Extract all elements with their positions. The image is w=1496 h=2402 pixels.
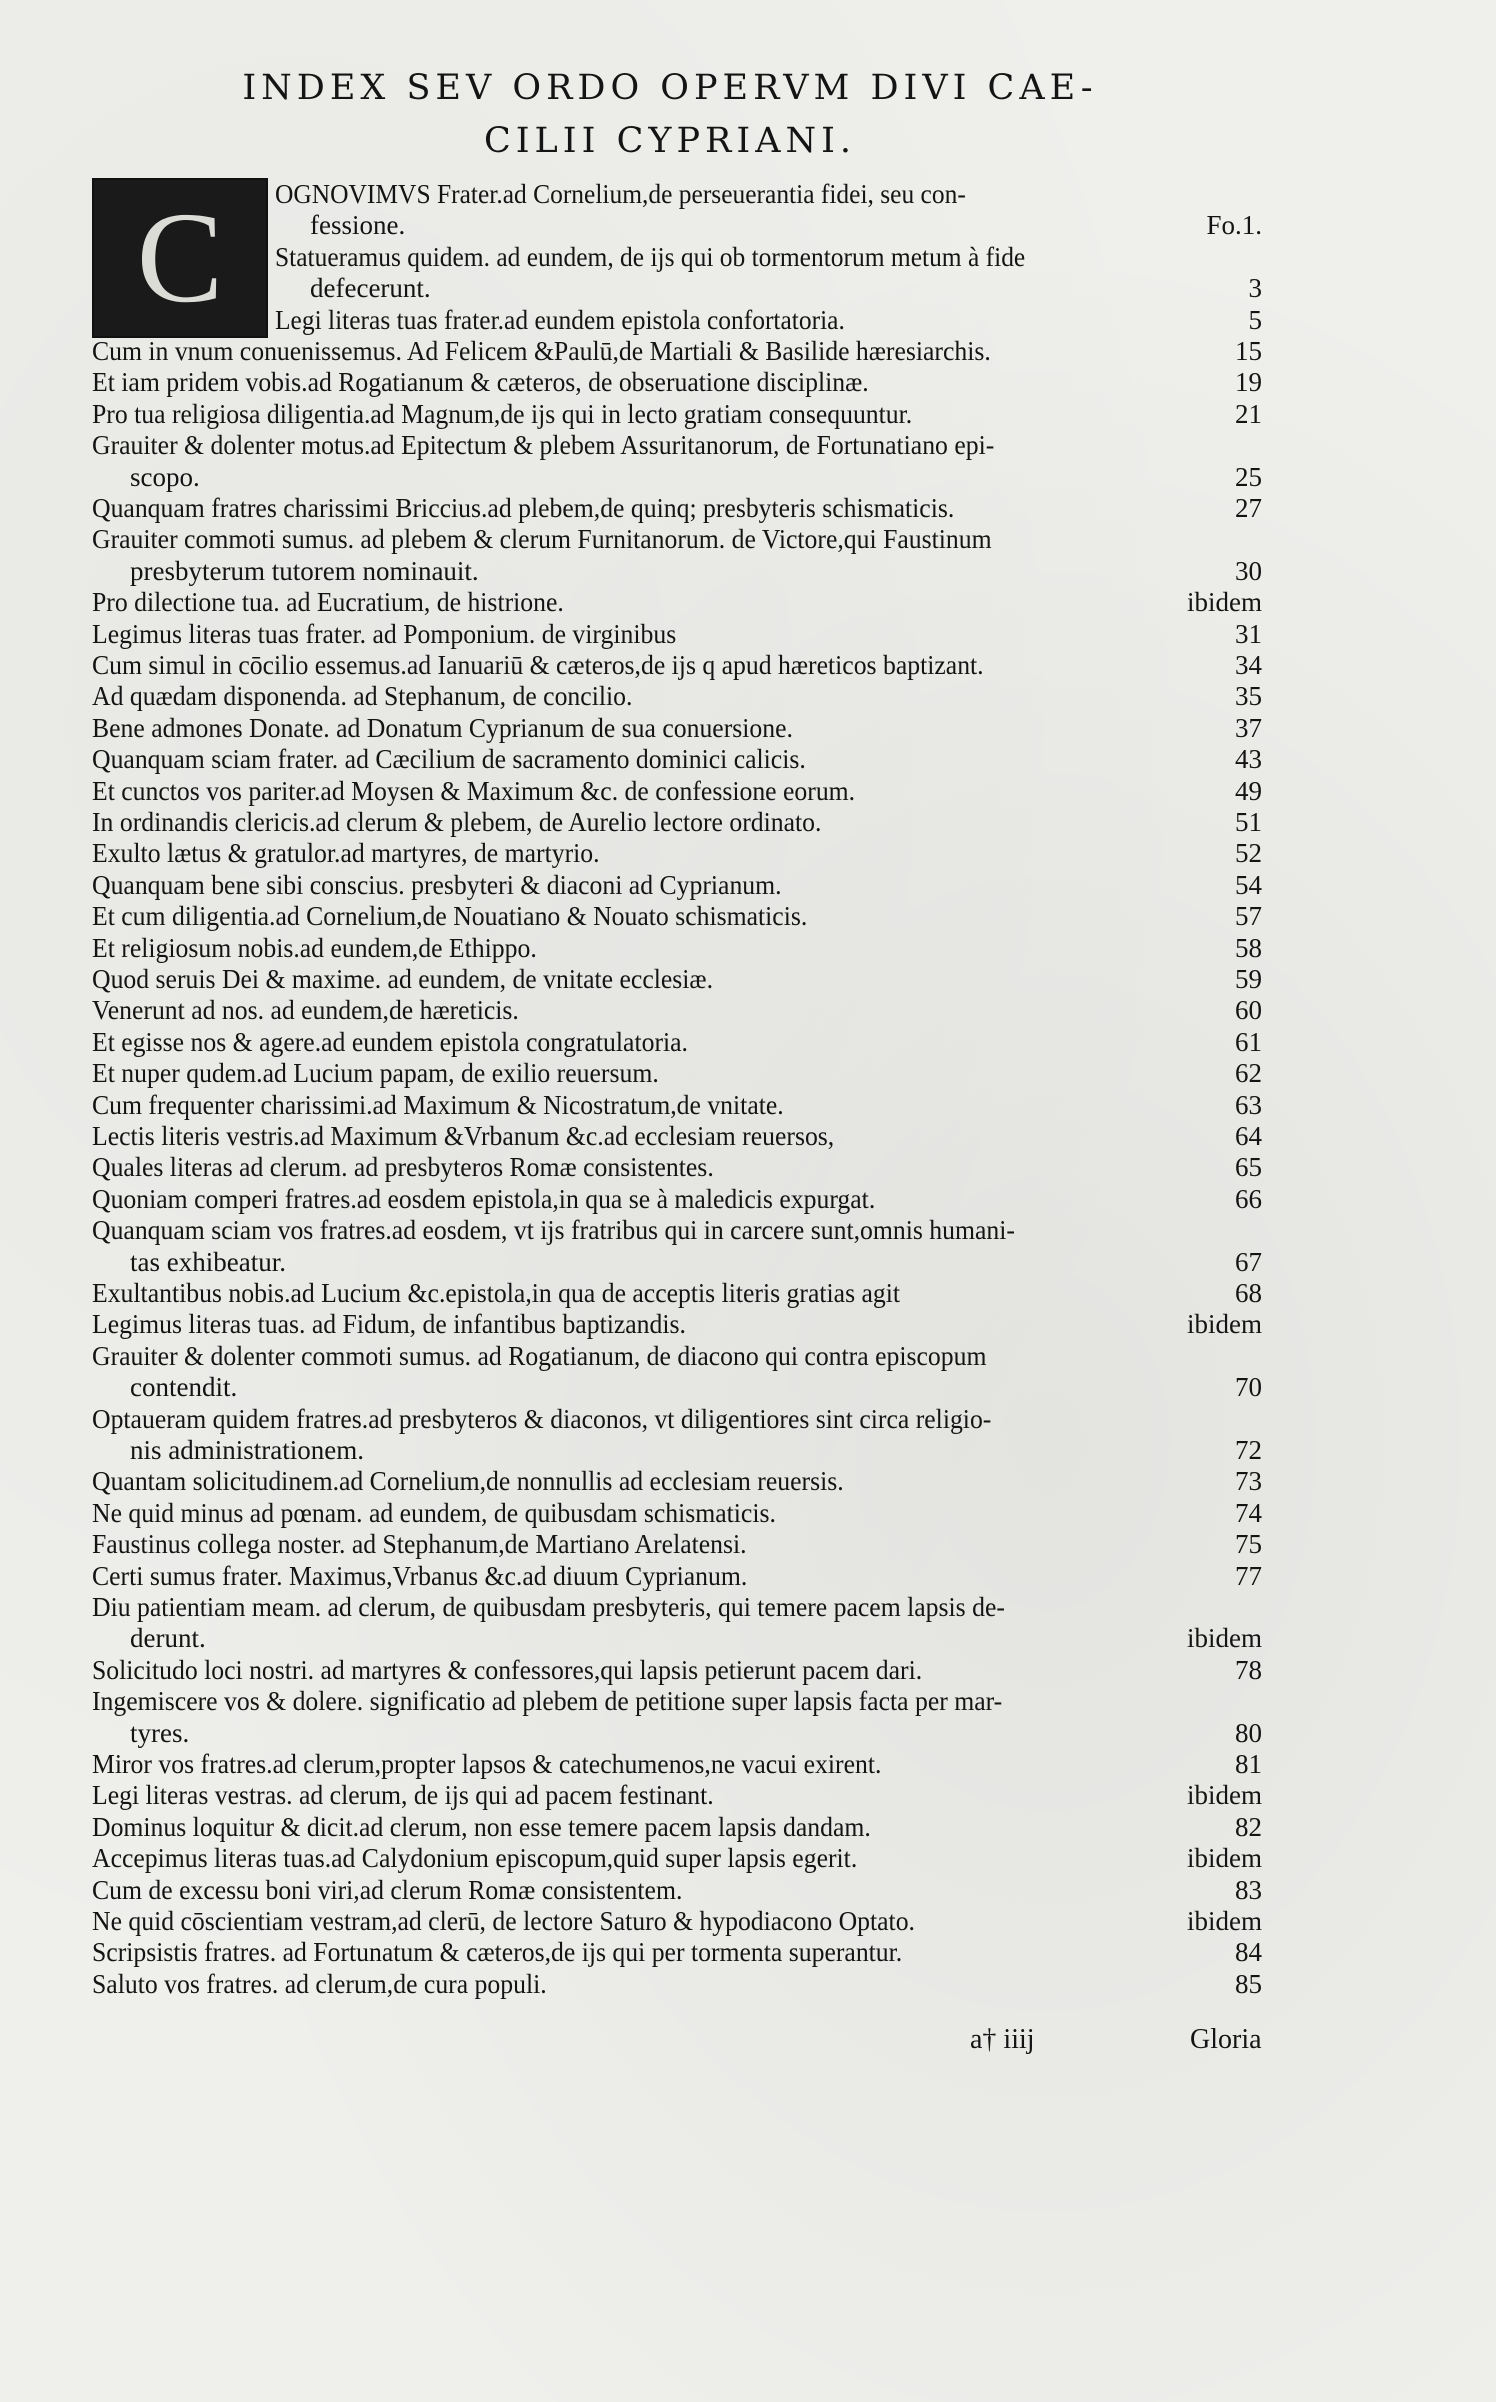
page-number: 35: [1235, 681, 1262, 712]
page-number: 84: [1235, 1937, 1262, 1968]
page-number: 5: [1248, 304, 1262, 335]
index-entry-line: Quanquam sciam frater. ad Cæcilium de sacramento dominici calicis.: [92, 744, 806, 775]
page-number: 66: [1235, 1183, 1262, 1214]
index-entry-line: Legi literas vestras. ad clerum, de ijs qui ad pacem festinant.: [92, 1780, 714, 1811]
index-entry-line: Ad quædam disponenda. ad Stephanum, de concilio.: [92, 681, 633, 712]
index-entry-line: In ordinandis clericis.ad clerum & plebem, de Aurelio lectore ordinato.: [92, 807, 822, 837]
index-entry-line: Ne quid minus ad pœnam. ad eundem, de quibusdam schismaticis.: [92, 1497, 776, 1528]
index-entry-line: Grauiter & dolenter commoti sumus. ad Rogatianum, de diacono qui contra episcopum: [92, 1340, 987, 1371]
page-number: 85: [1235, 1968, 1262, 1999]
page-number: 61: [1235, 1026, 1262, 1057]
page-number: ibidem: [1187, 1309, 1262, 1340]
page-number: ibidem: [1187, 1843, 1262, 1874]
index-entry-line: Legimus literas tuas. ad Fidum, de infantibus baptizandis.: [92, 1309, 686, 1340]
index-entry-line: Quanquam fratres charissimi Briccius.ad plebem,de quinq; presbyteris schismaticis.: [92, 493, 955, 523]
page-number: 80: [1235, 1717, 1262, 1748]
page-number: 64: [1235, 1121, 1262, 1151]
index-entry-line: Quales literas ad clerum. ad presbyteros Romæ consistentes.: [92, 1152, 714, 1183]
index-entry-line: Quanquam sciam vos fratres.ad eosdem, vt ijs fratribus qui in carcere sunt,omnis humani-: [92, 1215, 1015, 1246]
index-entry-line: Legimus literas tuas frater. ad Pomponium. de virginibus: [92, 618, 677, 649]
page-number: ibidem: [1187, 1906, 1262, 1936]
index-entry-line: Quoniam comperi fratres.ad eosdem epistola,in qua se à maledicis expurgat.: [92, 1183, 876, 1214]
index-entry-line: Scripsistis fratres. ad Fortunatum & cæteros,de ijs qui per tormenta superantur.: [92, 1937, 903, 1968]
page-number: 73: [1235, 1466, 1262, 1497]
page-number: 74: [1235, 1497, 1262, 1528]
page-number: 43: [1235, 744, 1262, 775]
page-number: 34: [1235, 650, 1262, 680]
page-number: 31: [1235, 618, 1262, 649]
index-entry-line: Et nuper qudem.ad Lucium papam, de exilio reuersum.: [92, 1058, 659, 1089]
index-entry-continuation: defecerunt.: [310, 273, 431, 304]
index-entry-line: Ne quid cōscientiam vestram,ad clerū, de lectore Saturo & hypodiacono Optato.: [92, 1906, 915, 1936]
index-entry-line: Dominus loquitur & dicit.ad clerum, non esse temere pacem lapsis dandam.: [92, 1811, 871, 1842]
index-entry-continuation: contendit.: [130, 1372, 238, 1403]
page-number: 59: [1235, 964, 1262, 994]
page-number: 21: [1235, 398, 1262, 429]
index-entry-continuation: derunt.: [130, 1623, 206, 1654]
page-number: 30: [1235, 555, 1262, 586]
page-number: 67: [1235, 1246, 1262, 1277]
index-entry-line: Legi literas tuas frater.ad eundem epistola confortatoria.: [275, 304, 845, 335]
page-number: 58: [1235, 932, 1262, 963]
index-entry-continuation: tas exhibeatur.: [130, 1246, 286, 1277]
index-entry-line: Pro dilectione tua. ad Eucratium, de histrione.: [92, 587, 564, 618]
index-entry-line: Et cum diligentia.ad Cornelium,de Nouatiano & Nouato schismaticis.: [92, 901, 808, 932]
index-entry-line: Statueramus quidem. ad eundem, de ijs qui ob tormentorum metum à fide: [275, 241, 1026, 272]
page-number: 81: [1235, 1749, 1262, 1779]
index-entry-line: Grauiter & dolenter motus.ad Epitectum & plebem Assuritanorum, de Fortunatiano epi-: [92, 430, 995, 461]
page-number: 62: [1235, 1058, 1262, 1089]
index-entry-line: Quantam solicitudinem.ad Cornelium,de nonnullis ad ecclesiam reuersis.: [92, 1466, 844, 1497]
index-entry-line: Et cunctos vos pariter.ad Moysen & Maximum &c. de confessione eorum.: [92, 775, 856, 806]
index-entry-line: Optaueram quidem fratres.ad presbyteros & diaconos, vt diligentiores sint circa religio-: [92, 1403, 992, 1434]
index-entry-line: Exultantibus nobis.ad Lucium &c.epistola,in qua de acceptis literis gratias agit: [92, 1278, 901, 1308]
index-entry-continuation: tyres.: [130, 1717, 190, 1748]
index-entry-line: Cum frequenter charissimi.ad Maximum & Nicostratum,de vnitate.: [92, 1089, 784, 1120]
page-number: ibidem: [1187, 1623, 1262, 1654]
page-number: 57: [1235, 901, 1262, 932]
page-number: 25: [1235, 461, 1262, 492]
index-entry-line: Quanquam bene sibi conscius. presbyteri & diaconi ad Cyprianum.: [92, 869, 782, 900]
index-entry-line: Et religiosum nobis.ad eundem,de Ethippo.: [92, 932, 537, 963]
index-entry-line: Lectis literis vestris.ad Maximum &Vrbanum &c.ad ecclesiam reuersos,: [92, 1121, 835, 1151]
index-entry-continuation: nis administrationem.: [130, 1435, 364, 1465]
index-entry-line: Ingemiscere vos & dolere. significatio ad plebem de petitione super lapsis facta per mar-: [92, 1686, 1003, 1717]
page-number: 3: [1248, 273, 1262, 304]
page-number: 78: [1235, 1654, 1262, 1685]
index-entry-line: Bene admones Donate. ad Donatum Cyprianum de sua conuersione.: [92, 712, 793, 743]
page-number: 19: [1235, 367, 1262, 398]
index-entry-line: Et iam pridem vobis.ad Rogatianum & cæteros, de obseruatione disciplinæ.: [92, 367, 869, 398]
page-number: 75: [1235, 1529, 1262, 1560]
page-number: 60: [1235, 995, 1262, 1026]
index-entry-line: Et egisse nos & agere.ad eundem epistola congratulatoria.: [92, 1026, 688, 1057]
index-entry-line: Pro tua religiosa diligentia.ad Magnum,de ijs qui in lecto gratiam consequuntur.: [92, 398, 913, 429]
page-number: 37: [1235, 712, 1262, 743]
index-entry-line: Accepimus literas tuas.ad Calydonium episcopum,quid super lapsis egerit.: [92, 1843, 858, 1874]
index-entry-continuation: presbyterum tutorem nominauit.: [130, 555, 479, 586]
page-number: 15: [1235, 336, 1262, 366]
index-entry-line: OGNOVIMVS Frater.ad Cornelium,de perseuerantia fidei, seu con-: [275, 179, 966, 209]
page-number: 63: [1235, 1089, 1262, 1120]
page-number: 27: [1235, 493, 1262, 523]
page-number: Fo.1.: [1206, 210, 1262, 241]
page-number: 70: [1235, 1372, 1262, 1403]
index-entry-line: Exulto lætus & gratulor.ad martyres, de martyrio.: [92, 838, 600, 869]
index-entry-continuation: scopo.: [130, 461, 200, 492]
index-entry-line: Faustinus collega noster. ad Stephanum,de Martiano Arelatensi.: [92, 1529, 747, 1560]
page-number: 82: [1235, 1811, 1262, 1842]
index-entry-line: Grauiter commoti sumus. ad plebem & clerum Furnitanorum. de Victore,qui Faustinum: [92, 524, 992, 555]
initial-letter: C: [136, 186, 224, 330]
heading-line-1: INDEX SEV ORDO OPERVM DIVI CAE-: [242, 68, 1098, 108]
page-number: 68: [1235, 1278, 1262, 1308]
page-number: ibidem: [1187, 587, 1262, 618]
heading-line-2: CILII CYPRIANI.: [483, 121, 857, 161]
page-number: 54: [1235, 869, 1262, 900]
page-number: 49: [1235, 775, 1262, 806]
signature-mark: a† iiij: [970, 2024, 1035, 2055]
index-entry-continuation: fessione.: [310, 210, 406, 241]
index-entry-line: Cum de excessu boni viri,ad clerum Romæ consistentem.: [92, 1874, 683, 1905]
page-number: 83: [1235, 1874, 1262, 1905]
page-number: 77: [1235, 1560, 1262, 1591]
index-entry-line: Diu patientiam meam. ad clerum, de quibusdam presbyteris, qui temere pacem lapsis de-: [92, 1592, 1005, 1622]
page-number: 52: [1235, 838, 1262, 869]
index-entry-line: Solicitudo loci nostri. ad martyres & confessores,qui lapsis petierunt pacem dari.: [92, 1654, 923, 1685]
page-number: ibidem: [1187, 1780, 1262, 1811]
index-entry-line: Miror vos fratres.ad clerum,propter lapsos & catechumenos,ne vacui exirent.: [92, 1749, 882, 1779]
index-entry-line: Venerunt ad nos. ad eundem,de hæreticis.: [92, 995, 519, 1026]
page-number: 72: [1235, 1435, 1262, 1465]
page-number: 65: [1235, 1152, 1262, 1183]
page-number: 51: [1235, 807, 1262, 837]
catchword: Gloria: [1190, 2024, 1262, 2055]
index-entry-line: Cum simul in cōcilio essemus.ad Ianuariū & cæteros,de ijs q apud hæreticos baptizant.: [92, 650, 984, 680]
index-entry-line: Cum in vnum conuenissemus. Ad Felicem &Paulū,de Martiali & Basilide hæresiarchis.: [92, 336, 991, 366]
index-entry-line: Quod seruis Dei & maxime. ad eundem, de vnitate ecclesiæ.: [92, 964, 714, 994]
index-entry-line: Certi sumus frater. Maximus,Vrbanus &c.ad diuum Cyprianum.: [92, 1560, 748, 1591]
index-entry-line: Saluto vos fratres. ad clerum,de cura populi.: [92, 1968, 547, 1999]
